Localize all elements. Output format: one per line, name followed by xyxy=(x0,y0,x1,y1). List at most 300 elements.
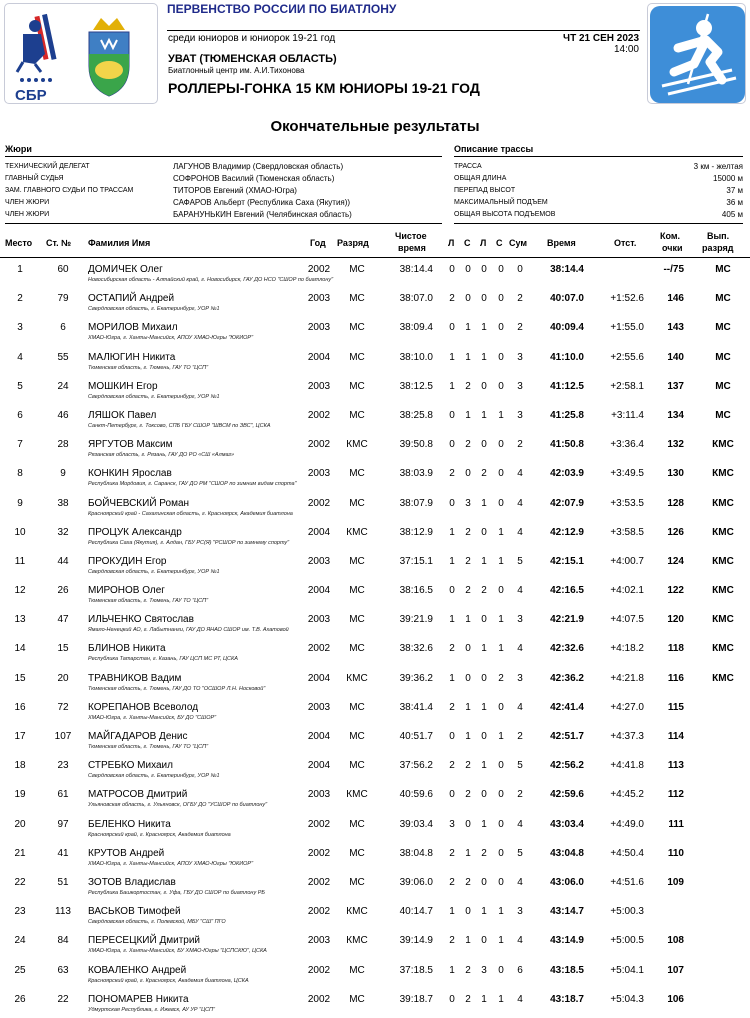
cell-year: 2004 xyxy=(307,672,331,684)
cell-diff: +4:41.8 xyxy=(610,760,644,772)
col-awd-l1: Вып. xyxy=(707,231,730,241)
cell-year: 2002 xyxy=(307,847,331,859)
cell-bib: 51 xyxy=(57,876,69,888)
cell-s4: 0 xyxy=(498,964,504,976)
col-place: Место xyxy=(5,238,33,248)
cell-pts: 124 xyxy=(667,555,684,567)
track-label: ПЕРЕПАД ВЫСОТ xyxy=(454,186,516,194)
date-text: ЧТ 21 СЕН 2023 xyxy=(563,33,639,44)
cell-pts: 143 xyxy=(667,322,684,334)
cell-time: 42:12.9 xyxy=(550,526,584,538)
col-sum: Сум xyxy=(509,238,528,248)
table-row xyxy=(0,844,750,873)
cell-s2: 0 xyxy=(465,264,471,275)
cell-name: ЗОТОВ Владислав xyxy=(88,876,176,888)
cell-sum: 4 xyxy=(517,497,523,509)
jury-role: ГЛАВНЫЙ СУДЬЯ xyxy=(5,174,64,182)
cell-s1: 0 xyxy=(449,322,455,334)
cell-year: 2002 xyxy=(307,993,331,1005)
cell-rank: МС xyxy=(349,555,365,567)
cell-awd: КМС xyxy=(712,468,734,480)
cell-pts: 126 xyxy=(667,526,684,538)
cell-s2: 0 xyxy=(465,906,471,918)
cell-name: МАТРОСОВ Дмитрий xyxy=(88,789,188,801)
cell-s1: 3 xyxy=(449,818,455,830)
cell-pts: 110 xyxy=(667,847,684,859)
cell-year: 2003 xyxy=(307,555,331,567)
cell-sum: 4 xyxy=(517,935,523,947)
cell-diff: +5:04.3 xyxy=(610,993,644,1005)
cell-s3: 1 xyxy=(481,643,487,655)
cell-time: 41:12.5 xyxy=(550,380,584,392)
table-row xyxy=(0,552,750,581)
jury-role: ЧЛЕН ЖЮРИ xyxy=(5,210,50,218)
cell-s2: 1 xyxy=(465,847,471,859)
cell-place: 17 xyxy=(14,731,26,742)
cell-diff: +4:02.1 xyxy=(610,585,644,597)
cell-s4: 0 xyxy=(498,701,504,713)
cell-s1: 0 xyxy=(449,439,455,451)
track-value: 15000 м xyxy=(713,173,743,183)
cell-sum: 2 xyxy=(517,789,523,801)
cell-name: БОЙЧЕВСКИЙ Роман xyxy=(88,497,190,509)
cell-time: 43:06.0 xyxy=(550,876,584,888)
cell-year: 2002 xyxy=(307,818,331,830)
cell-club: Красноярский край, г. Красноярск, Академия биатлона, ЦСКА xyxy=(88,977,249,984)
cell-s1: 0 xyxy=(449,789,455,801)
cell-club: Тюменская область, г. Тюмень, ГАУ ТО "ЦСП" xyxy=(88,364,209,371)
cell-name: ПЕРЕСЕЦКИЙ Дмитрий xyxy=(88,935,201,947)
cell-name: КОРЕПАНОВ Всеволод xyxy=(88,701,199,713)
cell-place: 15 xyxy=(14,672,26,684)
cell-time: 42:21.9 xyxy=(550,614,584,626)
table-row xyxy=(0,348,750,377)
cell-sum: 3 xyxy=(517,409,523,421)
cell-year: 2004 xyxy=(307,760,331,772)
cell-rank: МС xyxy=(349,468,365,480)
cell-diff: +4:07.5 xyxy=(610,614,644,626)
cell-place: 14 xyxy=(14,643,26,655)
jury-name: БАРАНУНЬКИН Евгений (Челябинская область) xyxy=(173,209,352,219)
cell-sum: 5 xyxy=(517,760,523,772)
table-row xyxy=(0,523,750,552)
cell-time: 43:18.7 xyxy=(550,993,584,1005)
cell-pts: 107 xyxy=(667,964,684,976)
cell-bib: 38 xyxy=(57,497,69,509)
cell-s3: 1 xyxy=(481,322,487,334)
cell-time: 40:09.4 xyxy=(550,322,584,334)
track-row xyxy=(454,172,743,184)
jury-row xyxy=(5,184,442,196)
cell-time: 41:50.8 xyxy=(550,439,584,451)
cell-time: 42:32.6 xyxy=(550,643,584,655)
cell-year: 2004 xyxy=(307,526,331,538)
cell-net: 38:07.9 xyxy=(399,497,433,509)
cell-time: 42:03.9 xyxy=(550,468,584,480)
cell-s1: 1 xyxy=(449,380,455,392)
cell-club: Свердловская область, г. Екатеринбург, УОР №1 xyxy=(88,568,220,575)
cell-diff: +3:11.4 xyxy=(611,409,644,421)
cell-s2: 0 xyxy=(465,643,471,655)
cell-s3: 1 xyxy=(481,555,487,567)
cell-net: 38:12.9 xyxy=(399,526,433,538)
cell-name: МАЛЮГИН Никита xyxy=(88,351,176,363)
cell-place: 25 xyxy=(14,964,26,976)
jury-name: СОФРОНОВ Василий (Тюменская область) xyxy=(173,173,335,183)
cell-s1: 1 xyxy=(449,351,455,363)
cell-s2: 2 xyxy=(465,555,471,567)
cell-name: БЛИНОВ Никита xyxy=(88,643,166,655)
track-heading: Описание трассы xyxy=(454,144,534,154)
cell-sum: 2 xyxy=(517,731,523,742)
cell-club: Свердловская область, г. Полевской, МБУ "СШ" ПГО xyxy=(88,919,226,926)
jury-heading: Жюри xyxy=(5,144,32,154)
cell-diff: +2:58.1 xyxy=(610,380,644,392)
cell-sum: 4 xyxy=(517,876,523,888)
table-row xyxy=(0,961,750,990)
cell-s4: 1 xyxy=(498,409,504,421)
col-s3: Л xyxy=(480,238,487,248)
cell-pts: 114 xyxy=(667,731,684,742)
cell-time: 38:14.4 xyxy=(550,264,584,275)
table-row xyxy=(0,990,750,1018)
cell-s2: 2 xyxy=(465,993,471,1005)
cell-diff: +3:49.5 xyxy=(610,468,644,480)
cell-s4: 0 xyxy=(498,264,504,275)
cell-s3: 0 xyxy=(481,293,487,305)
cell-time: 43:14.7 xyxy=(550,906,584,918)
col-pts-l1: Ком. xyxy=(660,231,681,241)
cell-s4: 1 xyxy=(498,526,504,538)
cell-year: 2004 xyxy=(307,585,331,597)
cell-s4: 0 xyxy=(498,468,504,480)
cell-s2: 2 xyxy=(465,760,471,772)
cell-pts: 113 xyxy=(667,760,684,772)
col-time: Время xyxy=(547,238,576,248)
cell-year: 2002 xyxy=(307,497,331,509)
cell-diff: +4:21.8 xyxy=(610,672,644,684)
cell-diff: +4:00.7 xyxy=(610,555,644,567)
cell-awd: КМС xyxy=(712,585,734,597)
cell-awd: КМС xyxy=(712,497,734,509)
cell-pts: 137 xyxy=(667,380,684,392)
cell-bib: 61 xyxy=(57,789,69,801)
track-label: ОБЩАЯ ВЫСОТА ПОДЪЕМОВ xyxy=(454,210,556,218)
cell-net: 40:59.6 xyxy=(399,789,433,801)
cell-net: 39:36.2 xyxy=(399,672,433,684)
cell-bib: 28 xyxy=(57,439,69,451)
cell-s4: 1 xyxy=(498,555,504,567)
cell-club: Красноярский край - Сахалинская область, г. Красноярск, Академия биатлона xyxy=(88,510,293,517)
cell-rank: КМС xyxy=(346,526,368,538)
cell-diff: +5:00.3 xyxy=(610,906,644,918)
cell-pts: 128 xyxy=(667,497,684,509)
table-row xyxy=(0,494,750,523)
cell-s2: 2 xyxy=(465,439,471,451)
cell-s3: 3 xyxy=(481,964,487,976)
cell-bib: 9 xyxy=(60,468,66,480)
cell-place: 16 xyxy=(14,701,26,713)
cell-rank: МС xyxy=(349,380,365,392)
cell-net: 38:04.8 xyxy=(399,847,433,859)
cell-club: Тюменская область, г. Тюмень, ГАУ ДО ТО "ОСШОР Л.Н. Носковой" xyxy=(88,685,266,692)
cell-s3: 1 xyxy=(481,497,487,509)
cell-year: 2002 xyxy=(307,643,331,655)
cell-year: 2004 xyxy=(307,351,331,363)
cell-pts: 108 xyxy=(667,935,684,947)
cell-bib: 72 xyxy=(57,701,69,713)
col-s1: Л xyxy=(448,238,455,248)
cell-awd: МС xyxy=(715,351,731,363)
cell-time: 42:16.5 xyxy=(550,585,584,597)
col-net-l1: Чистое xyxy=(395,231,427,241)
cell-sum: 5 xyxy=(517,847,523,859)
cell-bib: 22 xyxy=(57,993,69,1005)
cell-s1: 1 xyxy=(449,526,455,538)
cell-place: 6 xyxy=(17,409,23,421)
cell-net: 39:06.0 xyxy=(399,876,433,888)
cell-s1: 2 xyxy=(449,701,455,713)
cell-s4: 1 xyxy=(498,935,504,947)
cell-time: 43:03.4 xyxy=(550,818,584,830)
cell-s1: 2 xyxy=(449,935,455,947)
cell-year: 2003 xyxy=(307,789,331,801)
cell-bib: 60 xyxy=(57,264,69,275)
cell-bib: 63 xyxy=(57,964,69,976)
header-divider xyxy=(167,30,640,31)
venue-text: УВАТ (ТЮМЕНСКАЯ ОБЛАСТЬ) xyxy=(168,53,337,65)
cell-awd: КМС xyxy=(712,614,734,626)
cell-net: 38:03.9 xyxy=(399,468,433,480)
cell-net: 37:15.1 xyxy=(399,555,433,567)
cell-year: 2003 xyxy=(307,935,331,947)
table-row xyxy=(0,873,750,902)
cell-net: 37:56.2 xyxy=(399,760,433,772)
cell-net: 39:50.8 xyxy=(399,439,433,451)
cell-s2: 3 xyxy=(465,497,471,509)
cell-club: Удмуртская Республика, г. Ижевск, АУ УР "ЦСП" xyxy=(88,1006,215,1013)
championship-title: ПЕРВЕНСТВО РОССИИ ПО БИАТЛОНУ xyxy=(167,2,397,16)
cell-club: Свердловская область, г. Екатеринбург, УОР №1 xyxy=(88,393,220,400)
table-row xyxy=(0,669,750,698)
cell-bib: 44 xyxy=(57,555,69,567)
cell-s4: 0 xyxy=(498,351,504,363)
cell-bib: 20 xyxy=(57,672,69,684)
cell-net: 38:10.0 xyxy=(399,351,433,363)
cell-name: МОРИЛОВ Михаил xyxy=(88,322,178,334)
col-name: Фамилия Имя xyxy=(88,238,151,248)
table-row xyxy=(0,931,750,960)
track-label: ОБЩАЯ ДЛИНА xyxy=(454,174,507,182)
cell-s4: 0 xyxy=(498,818,504,830)
cell-bib: 41 xyxy=(57,847,69,859)
jury-name: САФАРОВ Альберт (Республика Саха (Якутия)) xyxy=(173,197,351,207)
cell-sum: 3 xyxy=(517,380,523,392)
cell-s3: 0 xyxy=(481,935,487,947)
table-row xyxy=(0,377,750,406)
cell-s2: 1 xyxy=(465,351,471,363)
cell-club: Красноярский край, г. Красноярск, Академия биатлона xyxy=(88,831,231,838)
cell-time: 40:07.0 xyxy=(550,293,584,305)
jury-role: ЧЛЕН ЖЮРИ xyxy=(5,198,50,206)
col-year: Год xyxy=(310,238,326,248)
cell-place: 1 xyxy=(17,264,23,275)
cell-pts: 134 xyxy=(667,409,684,421)
cell-bib: 55 xyxy=(57,351,69,363)
cell-s4: 0 xyxy=(498,322,504,334)
cell-rank: МС xyxy=(349,497,365,509)
cell-sum: 3 xyxy=(517,614,523,626)
cell-rank: МС xyxy=(349,964,365,976)
cell-club: Свердловская область, г. Екатеринбург, УОР №1 xyxy=(88,773,220,780)
track-label: МАКСИМАЛЬНЫЙ ПОДЪЕМ xyxy=(454,198,548,206)
race-title: РОЛЛЕРЫ-ГОНКА 15 КМ ЮНИОРЫ 19-21 ГОД xyxy=(168,80,480,96)
cell-pts: 120 xyxy=(667,614,684,626)
cell-rank: КМС xyxy=(346,439,368,451)
cell-s1: 0 xyxy=(449,731,455,742)
cell-s4: 0 xyxy=(498,876,504,888)
cell-s4: 2 xyxy=(498,672,504,684)
cell-s2: 2 xyxy=(465,789,471,801)
cell-s2: 1 xyxy=(465,614,471,626)
cell-s3: 0 xyxy=(481,439,487,451)
table-row xyxy=(0,756,750,785)
col-rank: Разряд xyxy=(337,238,369,248)
cell-s3: 1 xyxy=(481,993,487,1005)
cell-s2: 2 xyxy=(465,876,471,888)
cell-s3: 1 xyxy=(481,906,487,918)
cell-name: ТРАВНИКОВ Вадим xyxy=(88,672,182,684)
cell-rank: МС xyxy=(349,760,365,772)
table-row xyxy=(0,318,750,347)
cell-club: Ямало-Ненецкий АО, г. Лабытнанги, ГАУ ДО ЯНАО СШОР им. Т.В. Ахатовой xyxy=(88,627,289,634)
cell-club: Республика Мордовия, г. Саранск, ГАУ ДО РМ "СШОР по зимним видам спорта" xyxy=(88,481,297,488)
cell-net: 39:14.9 xyxy=(399,935,433,947)
table-row xyxy=(0,435,750,464)
cell-pts: 111 xyxy=(668,818,684,830)
cell-s3: 1 xyxy=(481,351,487,363)
track-row xyxy=(454,208,743,220)
cell-place: 3 xyxy=(17,322,23,334)
center-text: Биатлонный центр им. А.И.Тихонова xyxy=(168,66,305,75)
cell-place: 8 xyxy=(17,468,23,480)
cell-s2: 1 xyxy=(465,731,471,742)
cell-name: КРУТОВ Андрей xyxy=(88,847,165,859)
cell-sum: 3 xyxy=(517,672,523,684)
cell-s2: 2 xyxy=(465,380,471,392)
cell-s3: 2 xyxy=(481,468,487,480)
cell-place: 26 xyxy=(14,993,26,1005)
cell-awd: КМС xyxy=(712,555,734,567)
jury-row xyxy=(5,160,442,172)
col-s4: С xyxy=(496,238,503,248)
cell-year: 2003 xyxy=(307,380,331,392)
cell-rank: КМС xyxy=(346,906,368,918)
jury-row xyxy=(5,208,442,220)
track-value: 405 м xyxy=(721,209,743,219)
cell-diff: +4:37.3 xyxy=(610,731,644,742)
biathlon-pictogram-icon xyxy=(648,4,747,105)
cell-s1: 1 xyxy=(449,964,455,976)
cell-net: 38:09.4 xyxy=(399,322,433,334)
cell-awd: МС xyxy=(715,264,731,275)
cell-net: 37:18.5 xyxy=(399,964,433,976)
cell-time: 43:14.9 xyxy=(550,935,584,947)
cell-place: 12 xyxy=(14,585,26,597)
cell-place: 19 xyxy=(14,789,26,801)
cell-sum: 2 xyxy=(517,439,523,451)
cell-s3: 0 xyxy=(481,789,487,801)
cell-awd: КМС xyxy=(712,672,734,684)
cell-name: ИЛЬЧЕНКО Святослав xyxy=(88,614,194,626)
cell-s4: 0 xyxy=(498,760,504,772)
cell-diff: +4:51.6 xyxy=(610,876,644,888)
table-row xyxy=(0,785,750,814)
cell-awd: МС xyxy=(715,322,731,334)
jury-role: ЗАМ. ГЛАВНОГО СУДЬИ ПО ТРАССАМ xyxy=(5,186,134,194)
cell-s3: 2 xyxy=(481,585,487,597)
cell-rank: МС xyxy=(349,818,365,830)
cell-rank: КМС xyxy=(346,935,368,947)
cell-rank: МС xyxy=(349,876,365,888)
cell-s3: 2 xyxy=(481,847,487,859)
cell-s2: 1 xyxy=(465,701,471,713)
cell-sum: 2 xyxy=(517,293,523,305)
cell-bib: 24 xyxy=(57,380,69,392)
cell-pts: 122 xyxy=(667,585,684,597)
cell-name: ВАСЬКОВ Тимофей xyxy=(88,906,181,918)
cell-sum: 4 xyxy=(517,643,523,655)
cell-club: Тюменская область, г. Тюмень, ГАУ ТО "ЦСП" xyxy=(88,744,209,750)
cell-bib: 79 xyxy=(57,293,69,305)
cell-s3: 1 xyxy=(481,409,487,421)
cell-s1: 2 xyxy=(449,468,455,480)
cell-time: 42:07.9 xyxy=(550,497,584,509)
start-time-text: 14:00 xyxy=(613,44,639,55)
cell-s4: 0 xyxy=(498,380,504,392)
cell-name: КОВАЛЕНКО Андрей xyxy=(88,964,187,976)
cell-net: 40:51.7 xyxy=(399,731,433,742)
table-row xyxy=(0,289,750,318)
cell-name: ПРОЦУК Александр xyxy=(88,526,182,538)
cell-name: КОНКИН Ярослав xyxy=(88,468,172,480)
cell-place: 24 xyxy=(14,935,26,947)
cell-s2: 0 xyxy=(465,293,471,305)
cell-club: ХМАО-Югра, г. Ханты-Мансийск, БУ ДО "СШОР" xyxy=(88,714,217,721)
cell-rank: МС xyxy=(349,351,365,363)
col-awd-l2: разряд xyxy=(702,243,734,253)
cell-pts: 146 xyxy=(667,293,684,305)
cell-s1: 1 xyxy=(449,672,455,684)
cell-year: 2003 xyxy=(307,701,331,713)
cell-rank: МС xyxy=(349,585,365,597)
cell-place: 7 xyxy=(17,439,23,451)
cell-awd: КМС xyxy=(712,526,734,538)
cell-place: 2 xyxy=(17,293,23,305)
cell-s3: 0 xyxy=(481,264,487,275)
cell-s3: 0 xyxy=(481,731,487,742)
cell-sum: 0 xyxy=(517,264,523,275)
cell-pts: 115 xyxy=(667,701,684,713)
cell-s1: 0 xyxy=(449,993,455,1005)
cell-name: ЯРГУТОВ Максим xyxy=(88,439,173,451)
cell-diff: +1:52.6 xyxy=(610,293,644,305)
cell-net: 38:07.0 xyxy=(399,293,433,305)
cell-club: Тюменская область, г. Тюмень, ГАУ ТО "ЦСП" xyxy=(88,598,209,605)
cell-sum: 4 xyxy=(517,468,523,480)
cell-year: 2003 xyxy=(307,293,331,305)
cell-s2: 2 xyxy=(465,964,471,976)
